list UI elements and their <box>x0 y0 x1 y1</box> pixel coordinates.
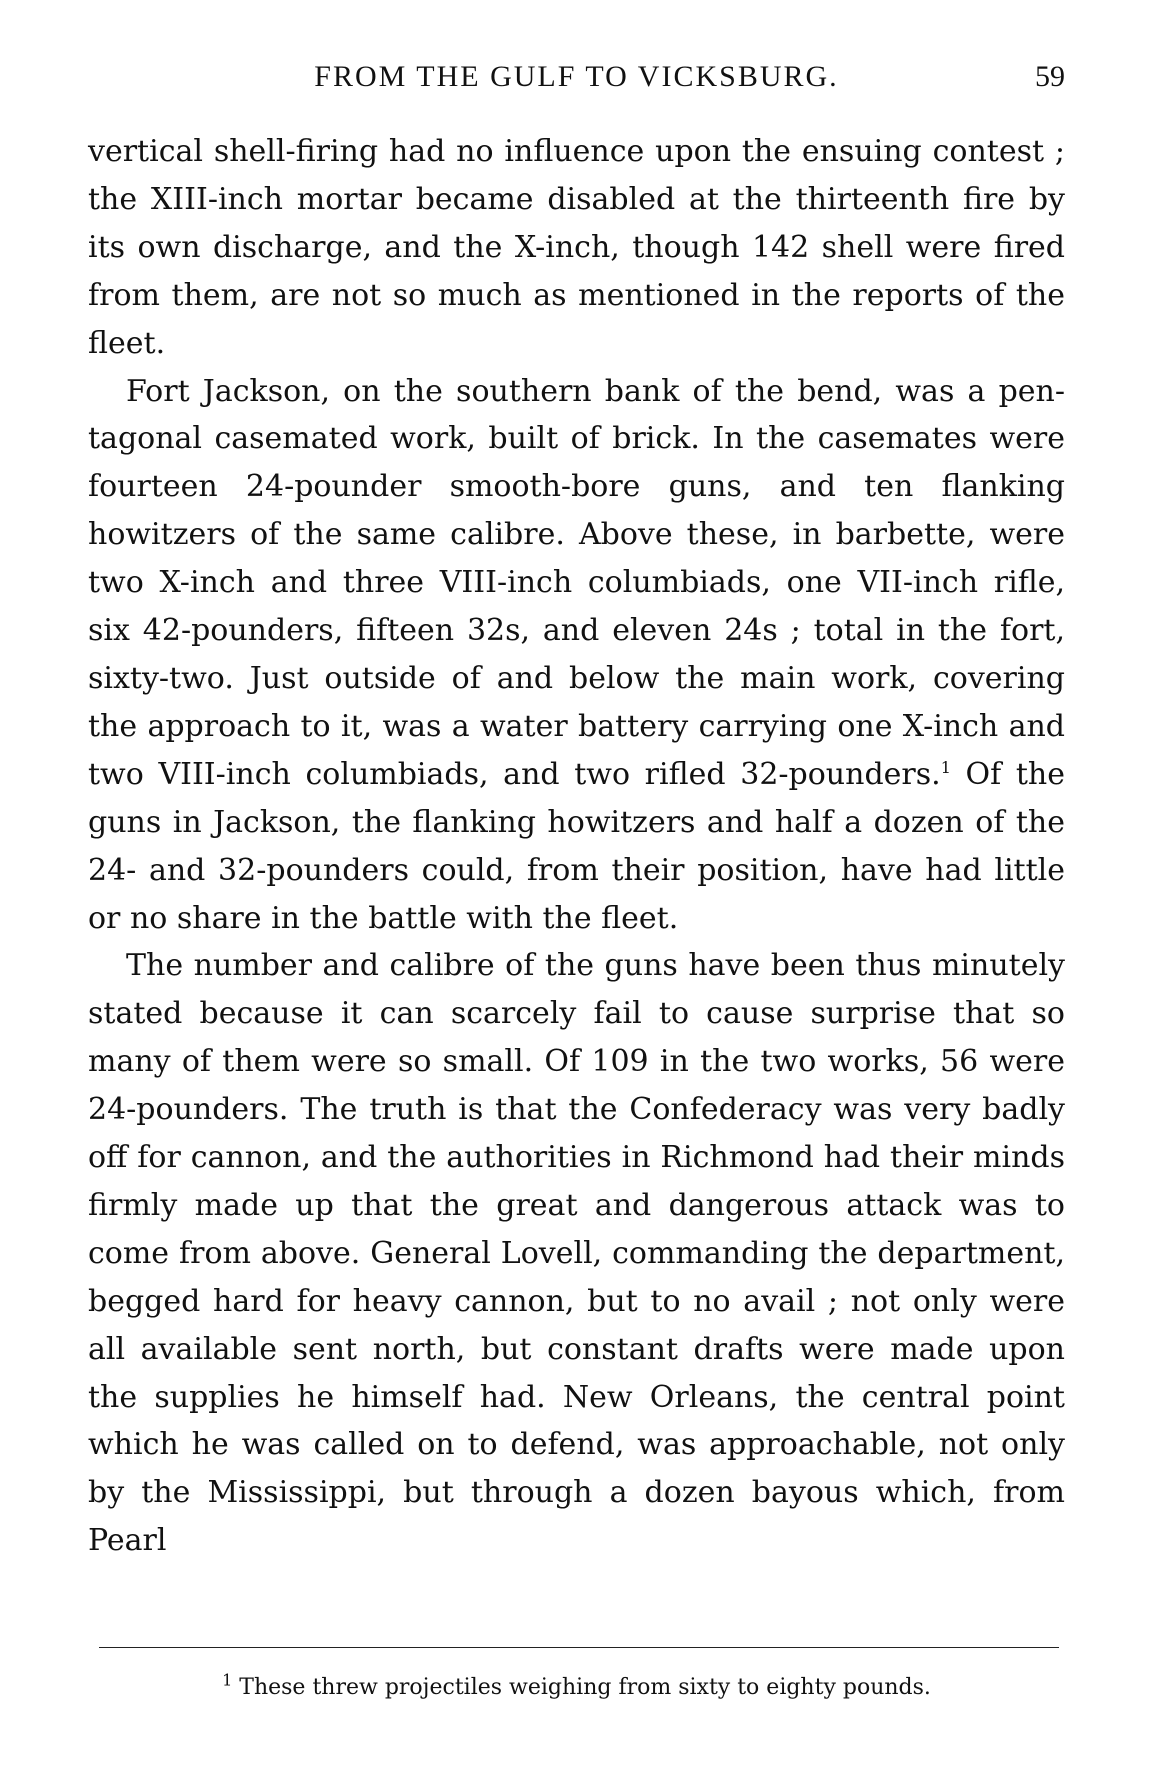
footnote-divider <box>99 1647 1059 1648</box>
running-head <box>88 60 1065 100</box>
footnote-text: These threw projectiles weighing from sixty to eighty pounds. <box>239 1675 931 1700</box>
footnote-marker: 1 <box>222 1670 233 1690</box>
paragraph-1: vertical shell-firing had no influence upon the ensuing contest ; the XIII-inch mortar became disabled at the thirteenth fire by its own discharge, and the X-inch, though 142 shell were fired from them, are not so much as mentioned in the reports of the fleet. <box>88 134 1065 361</box>
paragraph-2 <box>88 368 1065 943</box>
page-number: 59 <box>1035 60 1065 93</box>
paragraph-2-text-after-note: Of the guns in Jackson, the flanking howitzers and half a dozen of the 24- and 32-pounders could, from their position, have had little or no share in the battle with the fleet. <box>88 756 1065 936</box>
running-title: FROM THE GULF TO VICKSBURG. <box>314 60 839 93</box>
footnote <box>88 1670 1065 1703</box>
footnote-reference: 1 <box>940 757 951 777</box>
body-text <box>88 128 1065 1565</box>
paragraph-3: The number and calibre of the guns have been thus minutely stated because it can scarcely fail to cause surprise that so many of them were so small. Of 109 in the two works, 56 were 24-pounders. The truth is that the Confederacy was very badly off for cannon, and the authorities in Richmond had their minds firmly made up that the great and dangerous attack was to come from above. General Lovell, commanding the department, begged hard for heavy cannon, but to no avail ; not only were all available sent north, but constant drafts were made upon the supplies he himself had. New Orleans, the central point which he was called on to defend, was approachable, not only by the Mississippi, but through a dozen bayous which, from Pearl <box>88 948 1065 1559</box>
paragraph-2-text-before-note: Fort Jackson, on the southern bank of the bend, was a pentagonal casemated work, built of brick. In the casemates were fourteen 24-pounder smooth-bore guns, and ten flanking howitzers of the same calibre. Above these, in barbette, were two X-inch and three VIII-inch columbiads, one VII-inch rifle, six 42-pounders, fifteen 32s, and eleven 24s ; total in the fort, sixty-two. Just outside of and below the main work, covering the approach to it, was a water battery carrying one X-inch and two VIII-inch columbiads, and two rifled 32-pounders. <box>88 373 1065 792</box>
